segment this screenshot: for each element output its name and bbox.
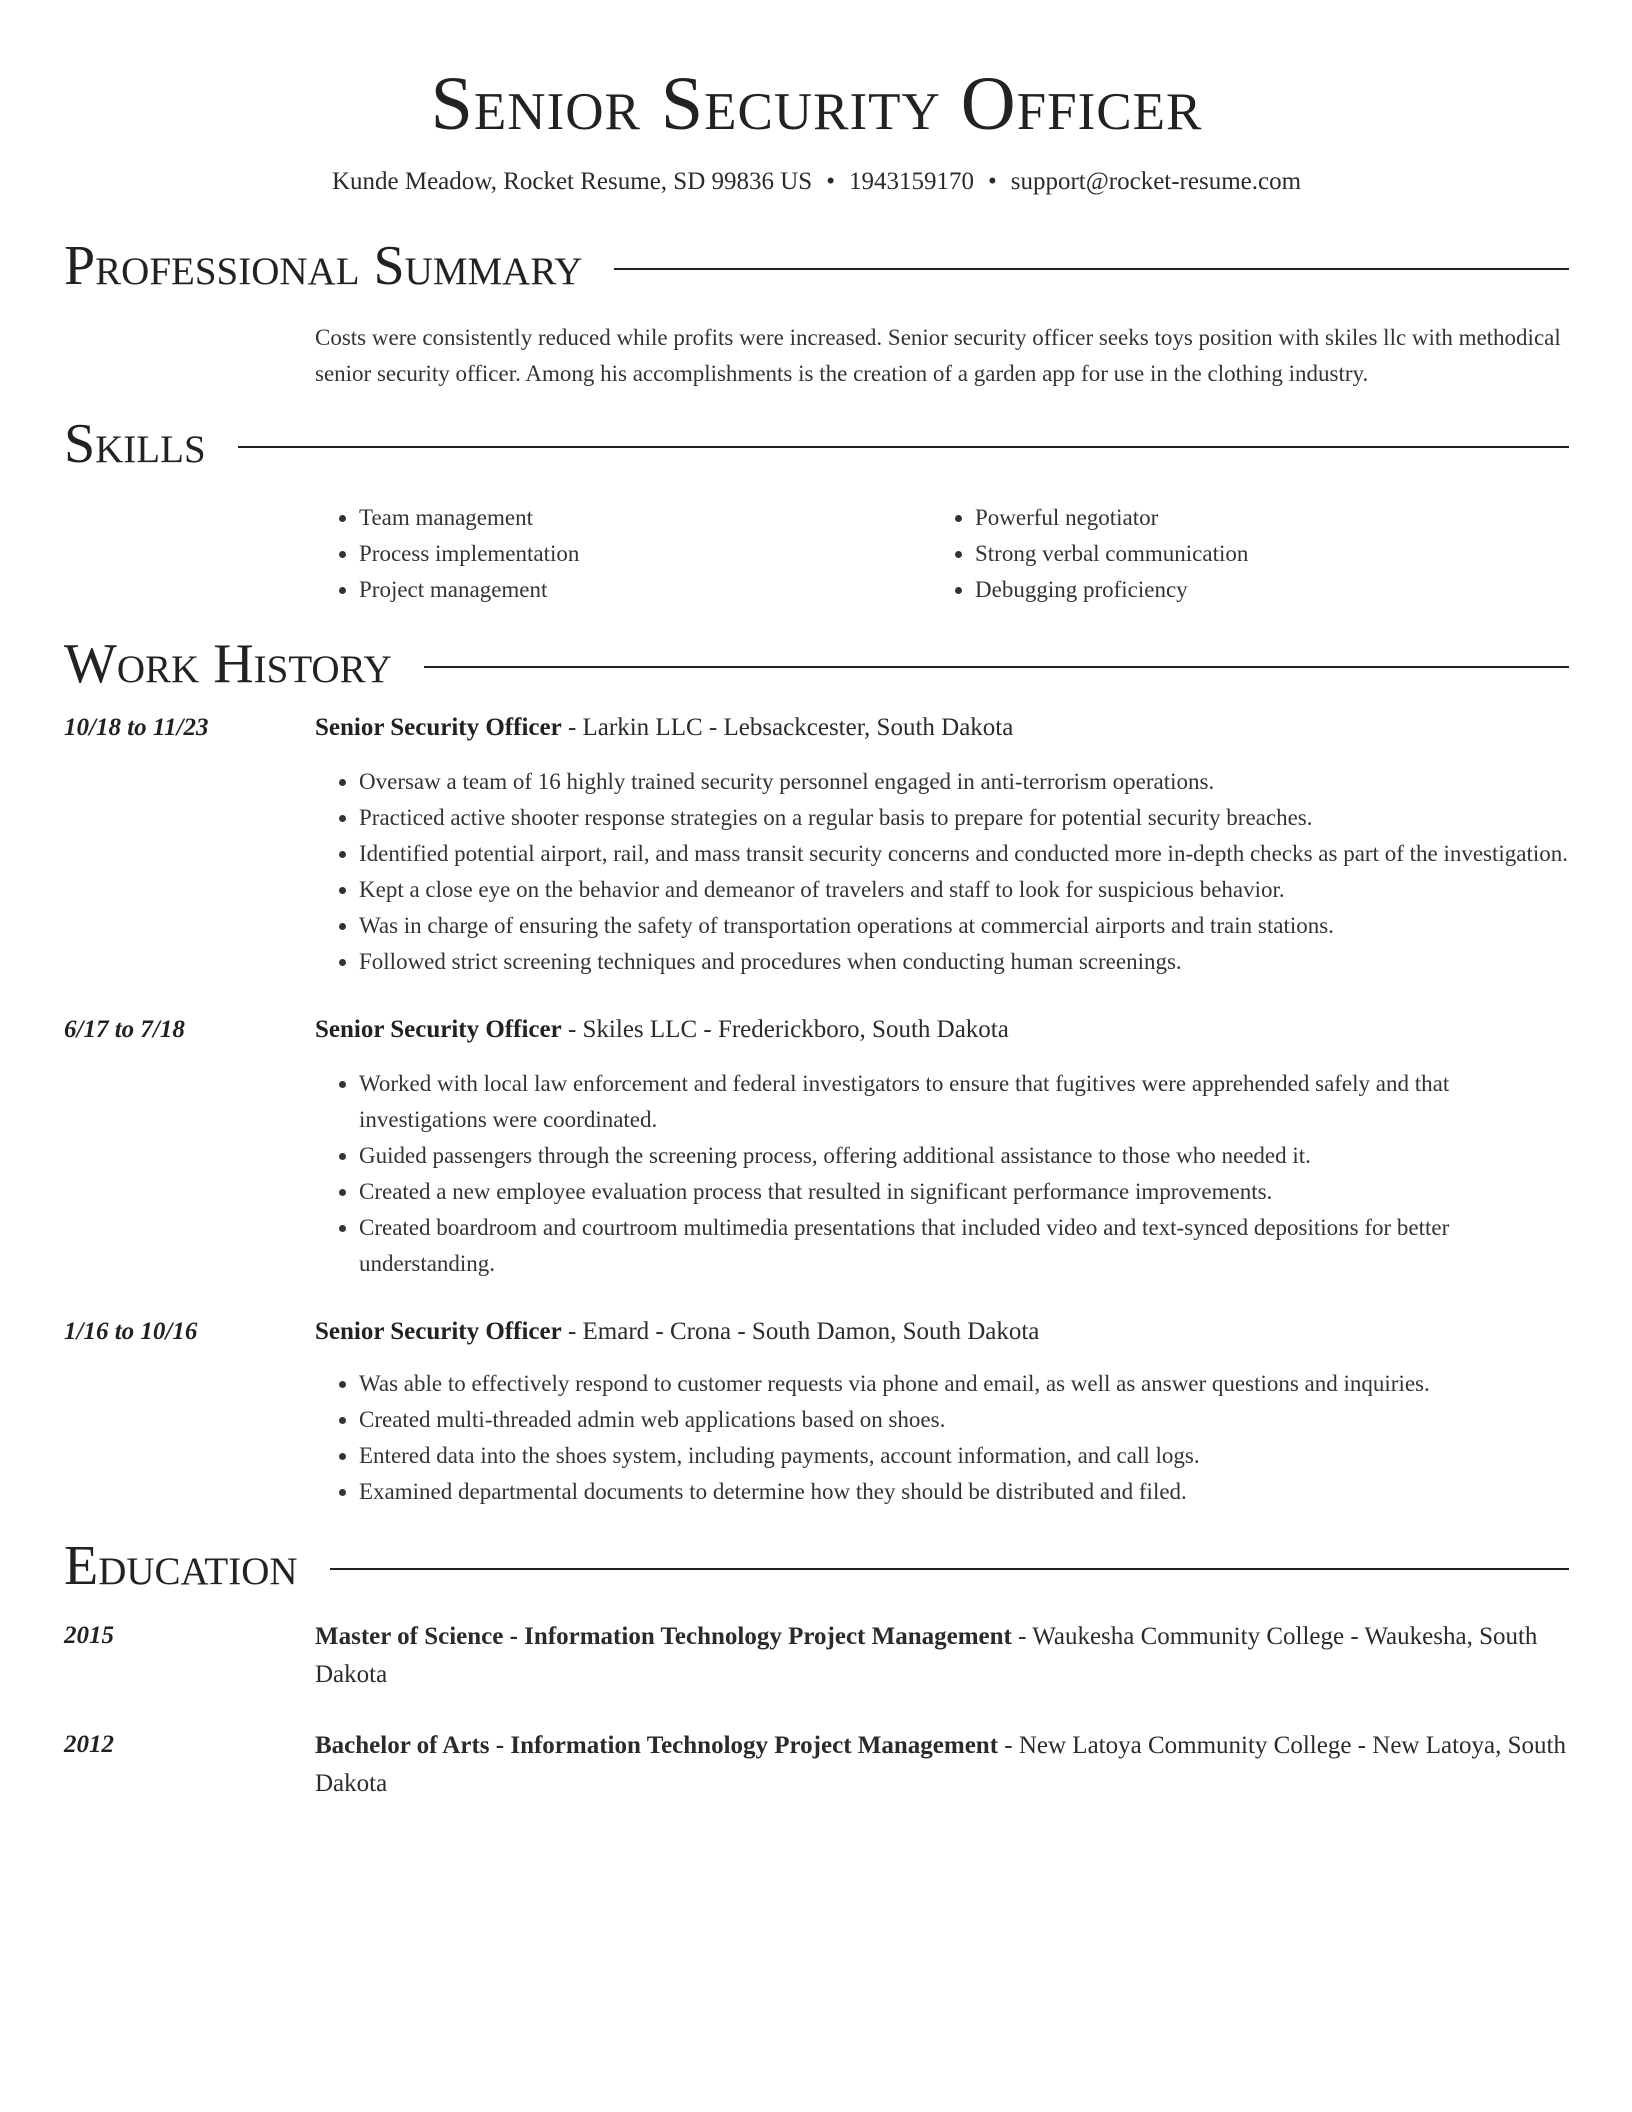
job-bullet: • Was in charge of ensuring the safety of transportation operations at commercial airports and train stations. [359, 908, 1569, 944]
job-bullet: • Created multi-threaded admin web applications based on shoes. [359, 1402, 1569, 1438]
contact-separator: • [987, 168, 997, 195]
job-bullet: • Created boardroom and courtroom multimedia presentations that included video and text-synced depositions for better understanding. [359, 1210, 1569, 1282]
contact-address: Kunde Meadow, Rocket Resume, SD 99836 US [331, 168, 813, 195]
job-role-line [315, 1012, 1009, 1048]
education-year: 2015 [64, 1622, 114, 1649]
section-divider [424, 666, 1569, 668]
section-divider [238, 446, 1569, 448]
education-entry [64, 1618, 1569, 1694]
contact-email: support@rocket-resume.com [1010, 168, 1302, 195]
job-bullet: • Created a new employee evaluation process that resulted in significant performance improvements. [359, 1174, 1569, 1210]
job-bullet: • Entered data into the shoes system, including payments, account information, and call logs. [359, 1438, 1569, 1474]
job-bullet: • Was able to effectively respond to customer requests via phone and email, as well as answer questions and inquiries. [359, 1366, 1569, 1402]
skill-item: • Team management [359, 500, 931, 536]
education-details: - Waukesha Community College - Waukesha, South Dakota [315, 1623, 1538, 1688]
job-date: 10/18 to 11/23 [64, 714, 209, 741]
education-heading: Education [64, 1535, 298, 1597]
job-role-line [315, 1314, 1039, 1350]
job-bullet: • Identified potential airport, rail, and mass transit security concerns and conducted more in-depth checks as part of the investigation. [359, 836, 1569, 872]
contact-separator: • [826, 168, 835, 195]
resume-page [64, 0, 1569, 1803]
job-date: 1/16 to 10/16 [64, 1318, 198, 1345]
education-degree: Master of Science - Information Technology Project Management [315, 1623, 1012, 1650]
job-entry [64, 1012, 1569, 1282]
section-divider [614, 268, 1569, 270]
job-details: - Larkin LLC - Lebsackcester, South Dakota [561, 714, 1014, 741]
job-role-line [315, 710, 1013, 746]
job-details: - Emard - Crona - South Damon, South Dakota [561, 1318, 1040, 1345]
education-details: - New Latoya Community College - New Latoya, South Dakota [315, 1732, 1566, 1797]
education-text [315, 1618, 1569, 1694]
education-text [315, 1727, 1569, 1803]
summary-heading-row [64, 236, 1569, 296]
job-title: Senior Security Officer [315, 714, 562, 741]
resume-title: Senior Security Officer [430, 62, 1203, 146]
skill-item: • Strong verbal communication [975, 536, 1547, 572]
job-date: 6/17 to 7/18 [64, 1016, 185, 1043]
job-entry [64, 710, 1569, 980]
job-details: - Skiles LLC - Frederickboro, South Dakota [561, 1016, 1009, 1043]
section-divider [330, 1568, 1569, 1570]
contact-phone: 1943159170 [848, 168, 974, 195]
job-bullets [315, 1366, 1569, 1510]
job-bullets [315, 764, 1569, 980]
job-title: Senior Security Officer [315, 1016, 562, 1043]
skills-column-left [315, 500, 931, 608]
job-bullet: • Followed strict screening techniques and procedures when conducting human screenings. [359, 944, 1569, 980]
job-bullet: • Kept a close eye on the behavior and demeanor of travelers and staff to look for suspicious behavior. [359, 872, 1569, 908]
skill-item: • Process implementation [359, 536, 931, 572]
skills-list [315, 500, 1569, 608]
skill-item: • Debugging proficiency [975, 572, 1547, 608]
job-title: Senior Security Officer [315, 1318, 562, 1345]
skill-item: • Project management [359, 572, 931, 608]
education-year: 2012 [64, 1731, 114, 1758]
work-heading: Work History [64, 633, 392, 695]
job-bullet: • Oversaw a team of 16 highly trained security personnel engaged in anti-terrorism operations. [359, 764, 1569, 800]
education-entry [64, 1727, 1569, 1803]
education-degree: Bachelor of Arts - Information Technology Project Management [315, 1732, 999, 1759]
job-bullets [315, 1066, 1569, 1282]
summary-heading: Professional Summary [64, 235, 583, 297]
job-bullet: • Worked with local law enforcement and federal investigators to ensure that fugitives were apprehended safely and that investigations were coordinated. [359, 1066, 1569, 1138]
summary-text: Costs were consistently reduced while profits were increased. Senior security officer seeks toys position with skiles llc with methodical senior security officer. Among his accomplishments is the creation of a garden app for use in the clothing industry. [315, 325, 1561, 386]
job-entry [64, 1314, 1569, 1510]
job-bullet: • Practiced active shooter response strategies on a regular basis to prepare for potential security breaches. [359, 800, 1569, 836]
skill-item: • Powerful negotiator [975, 500, 1547, 536]
job-bullet: • Guided passengers through the screening process, offering additional assistance to those who needed it. [359, 1138, 1569, 1174]
skills-heading: Skills [64, 413, 206, 475]
work-heading-row [64, 634, 1569, 694]
skills-heading-row [64, 414, 1569, 474]
job-bullet: • Examined departmental documents to determine how they should be distributed and filed. [359, 1474, 1569, 1510]
contact-line [64, 166, 1569, 198]
education-heading-row [64, 1536, 1569, 1596]
skills-column-right [931, 500, 1547, 608]
